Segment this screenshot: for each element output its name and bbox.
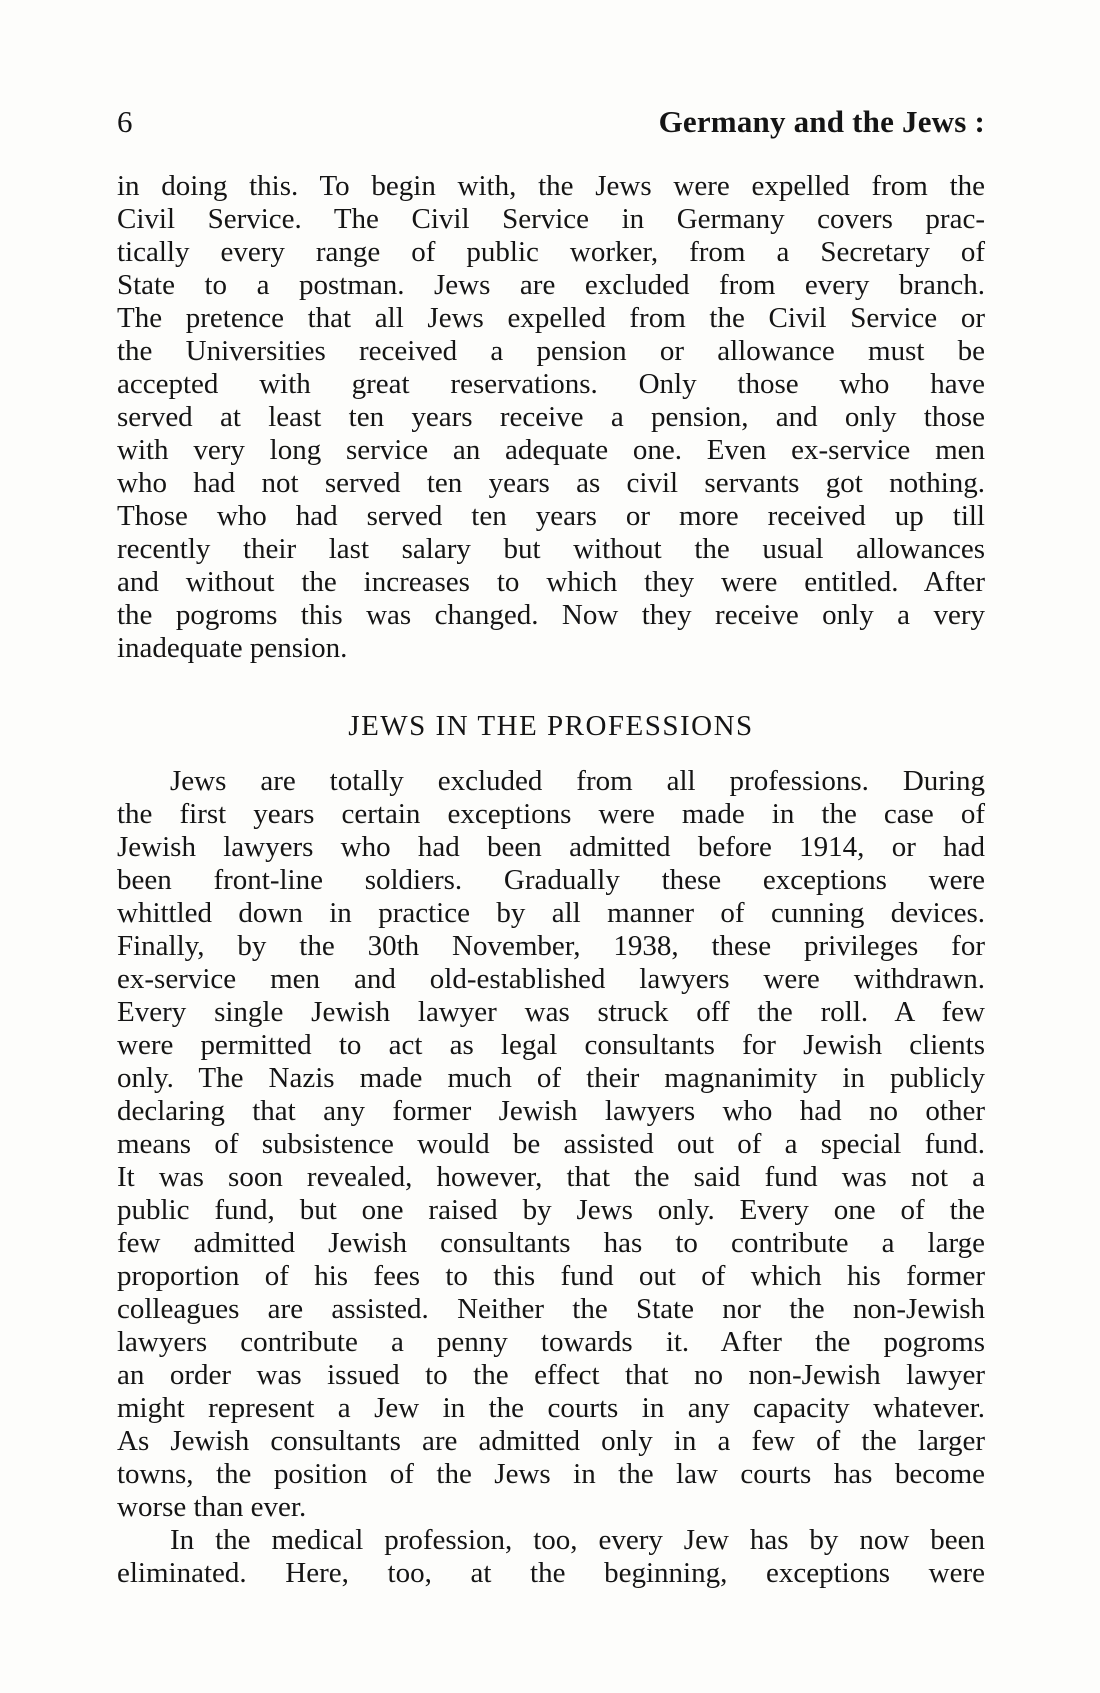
text-line: declaring that any former Jewish lawyers who had no other <box>117 1095 985 1127</box>
text-line: might represent a Jew in the courts in any capacity whatever. <box>117 1392 985 1424</box>
text-line: In the medical profession, too, every Jew has by now been <box>170 1524 985 1556</box>
text-line: Those who had served ten years or more received up till <box>117 500 985 532</box>
text-line: Jews are totally excluded from all professions. During <box>170 765 985 797</box>
text-line: State to a postman. Jews are excluded from every branch. <box>117 269 985 301</box>
running-head <box>117 104 985 148</box>
text-line: the pogroms this was changed. Now they receive only a very <box>117 599 985 631</box>
text-line: The pretence that all Jews expelled from the Civil Service or <box>117 302 985 334</box>
text-line: few admitted Jewish consultants has to contribute a large <box>117 1227 985 1259</box>
text-line: worse than ever. <box>117 1491 307 1523</box>
text-line: colleagues are assisted. Neither the State nor the non-Jewish <box>117 1293 985 1325</box>
text-line: who had not served ten years as civil servants got nothing. <box>117 467 985 499</box>
text-line: public fund, but one raised by Jews only. Every one of the <box>117 1194 985 1226</box>
text-line: Every single Jewish lawyer was struck off the roll. A few <box>117 996 985 1028</box>
text-line: ex-service men and old-established lawyers were withdrawn. <box>117 963 985 995</box>
text-line: served at least ten years receive a pension, and only those <box>117 401 985 433</box>
text-line: the first years certain exceptions were made in the case of <box>117 798 985 830</box>
running-title: Germany and the Jews : <box>658 104 985 139</box>
text-line: Finally, by the 30th November, 1938, these privileges for <box>117 930 985 962</box>
text-line: recently their last salary but without the usual allowances <box>117 533 985 565</box>
text-line: eliminated. Here, too, at the beginning, exceptions were <box>117 1557 985 1589</box>
page-number: 6 <box>117 104 133 139</box>
text-line: only. The Nazis made much of their magnanimity in publicly <box>117 1062 985 1094</box>
text-line: Civil Service. The Civil Service in Germany covers prac- <box>117 203 985 235</box>
text-line: the Universities received a pension or allowance must be <box>117 335 985 367</box>
text-line: inadequate pension. <box>117 632 348 664</box>
text-line: means of subsistence would be assisted out of a special fund. <box>117 1128 985 1160</box>
text-line: towns, the position of the Jews in the law courts has become <box>117 1458 985 1490</box>
text-line: were permitted to act as legal consultants for Jewish clients <box>117 1029 985 1061</box>
text-line: It was soon revealed, however, that the said fund was not a <box>117 1161 985 1193</box>
section-heading: JEWS IN THE PROFESSIONS <box>348 710 754 742</box>
text-line: an order was issued to the effect that no non-Jewish lawyer <box>117 1359 985 1391</box>
text-line: with very long service an adequate one. Even ex-service men <box>117 434 985 466</box>
text-line: lawyers contribute a penny towards it. After the pogroms <box>117 1326 985 1358</box>
text-line: accepted with great reservations. Only those who have <box>117 368 985 400</box>
text-line: Jewish lawyers who had been admitted before 1914, or had <box>117 831 985 863</box>
text-line: whittled down in practice by all manner of cunning devices. <box>117 897 985 929</box>
text-line: proportion of his fees to this fund out of which his former <box>117 1260 985 1292</box>
text-line: and without the increases to which they were entitled. After <box>117 566 985 598</box>
text-line: in doing this. To begin with, the Jews were expelled from the <box>117 170 985 202</box>
text-line: tically every range of public worker, from a Secretary of <box>117 236 985 268</box>
text-line: been front-line soldiers. Gradually these exceptions were <box>117 864 985 896</box>
text-line: As Jewish consultants are admitted only in a few of the larger <box>117 1425 985 1457</box>
